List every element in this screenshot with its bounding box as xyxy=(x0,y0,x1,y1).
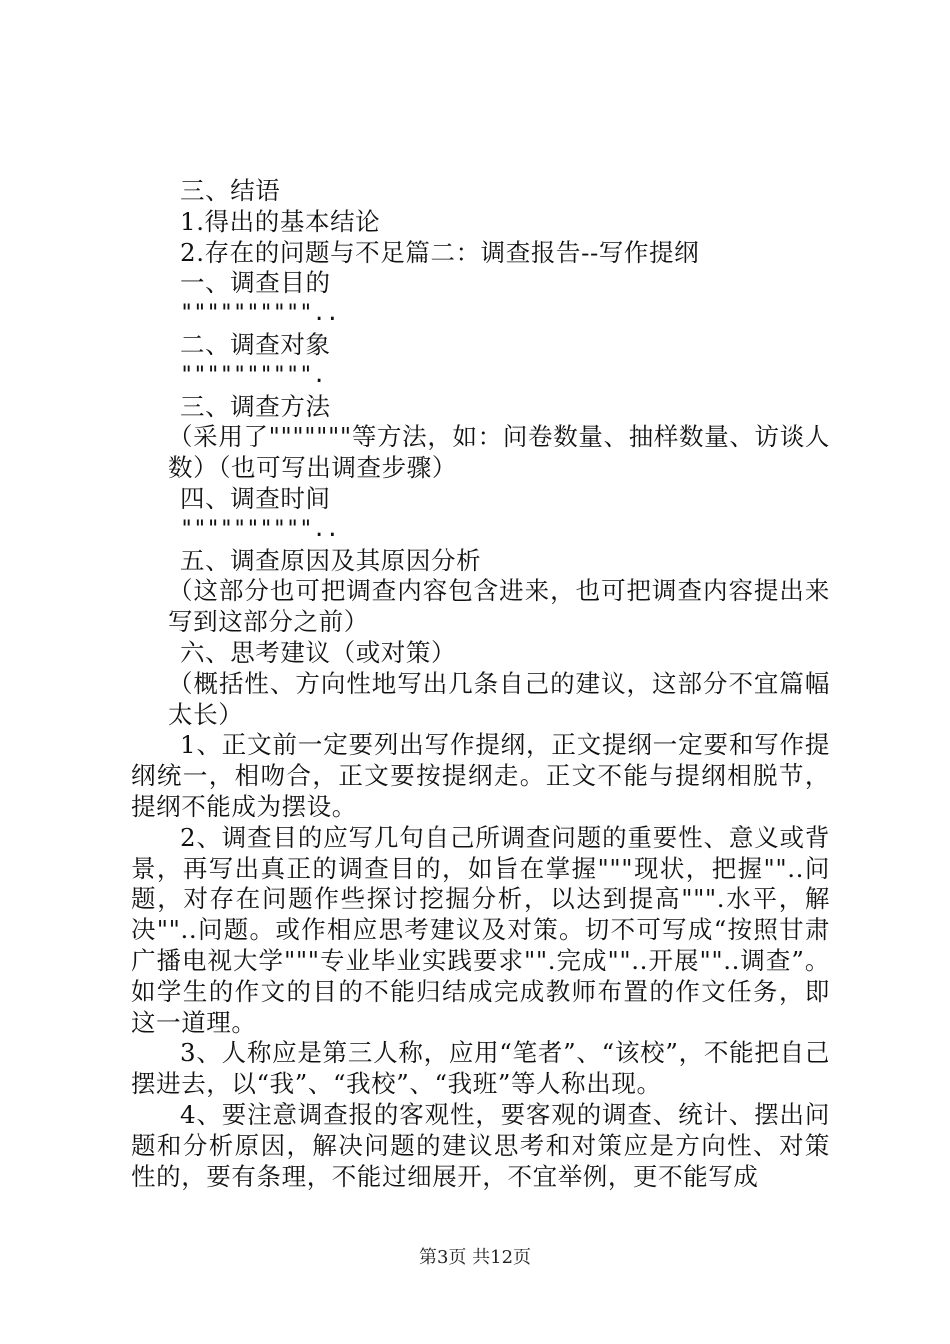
paragraph-point-3: 3、人称应是第三人称，应用“笔者”、“该校”，不能把自己摆进去，以“我”、“我校”、“我班”等人称出现。 xyxy=(131,1038,830,1099)
placeholder-quotes-3: """""""""".. xyxy=(180,516,339,542)
placeholder-quotes-1: """""""""".. xyxy=(180,301,339,327)
paragraph-suggestions-note: （概括性、方向性地写出几条自己的建议，这部分不宜篇幅太长） xyxy=(168,668,830,729)
paragraph-reason-note: （这部分也可把调查内容包含进来，也可把调查内容提出来写到这部分之前） xyxy=(168,576,830,637)
heading-survey-purpose: 一、调查目的 xyxy=(180,268,331,298)
heading-conclusion: 三、结语 xyxy=(180,176,281,205)
document-body xyxy=(131,176,830,1192)
list-item-problems: 2.存在的问题与不足篇二：调查报告--写作提纲 xyxy=(180,237,700,267)
heading-survey-method: 三、调查方法 xyxy=(180,391,331,421)
placeholder-quotes-2: """""""""". xyxy=(180,362,326,388)
heading-suggestions: 六、思考建议（或对策） xyxy=(180,637,457,667)
paragraph-point-2: 2、调查目的应写几句自己所调查问题的重要性、意义或背景，再写出真正的调查目的，如旨在掌握"""现状，把握""..问题，对存在问题作些探讨挖掘分析，以达到提高""".水平，解决""..问题。或作相应思考建议及对策。切不可写成“按照甘肃广播电视大学"""专业毕业实践要求"".完成""..开展""..调查”。如学生的作文的目的不能归结成完成教师布置的作文任务，即这一道理。 xyxy=(131,822,830,1037)
paragraph-method-note: （采用了"""""""等方法，如：问卷数量、抽样数量、访谈人数）（也可写出调查步骤） xyxy=(168,422,830,483)
heading-survey-object: 二、调查对象 xyxy=(180,329,331,359)
paragraph-point-4: 4、要注意调查报的客观性，要客观的调查、统计、摆出问题和分析原因，解决问题的建议思考和对策应是方向性、对策性的，要有条理，不能过细展开，不宜举例，更不能写成 xyxy=(131,1099,830,1191)
page-number-footer: 第3页 共12页 xyxy=(418,1247,532,1268)
list-item-basic-conclusion: 1.得出的基本结论 xyxy=(180,206,381,236)
paragraph-point-1: 1、正文前一定要列出写作提纲，正文提纲一定要和写作提纲统一，相吻合，正文要按提纲走。正文不能与提纲相脱节，提纲不能成为摆设。 xyxy=(131,730,830,821)
heading-survey-reason: 五、调查原因及其原因分析 xyxy=(180,545,482,575)
heading-survey-time: 四、调查时间 xyxy=(180,483,331,513)
